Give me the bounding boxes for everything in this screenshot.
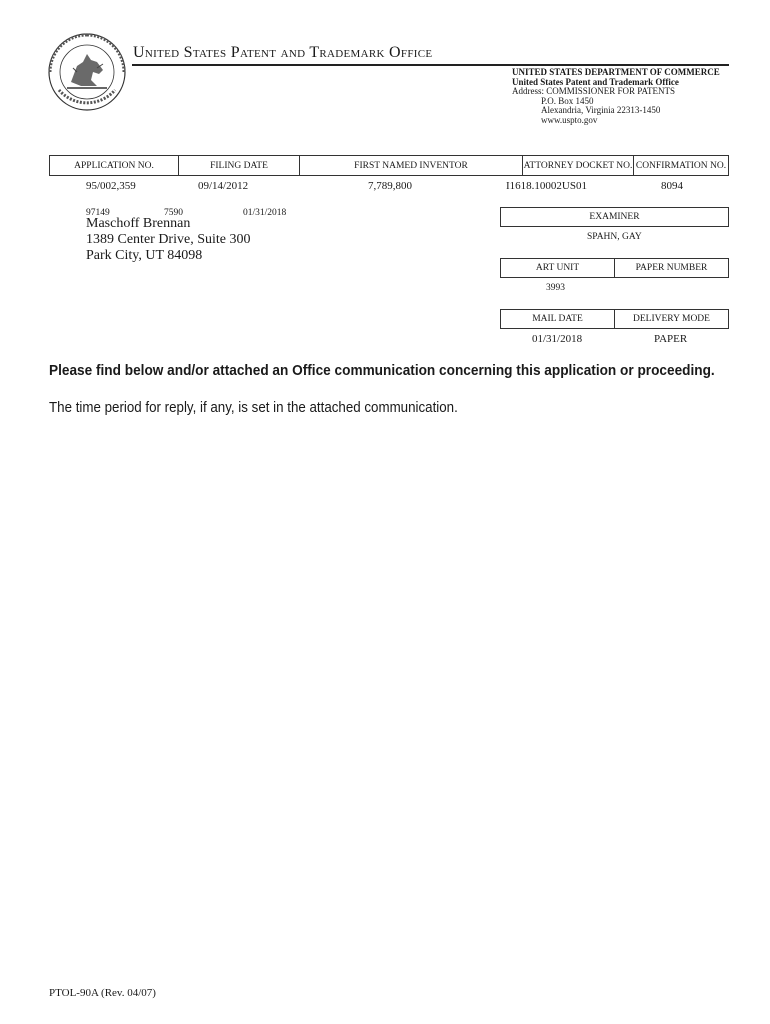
mail-date-value: 01/31/2018 <box>532 333 583 345</box>
correspondent-name: Maschoff Brennan <box>86 216 191 231</box>
office-communication-notice: Please find below and/or attached an Office communication concerning this application or proceeding. <box>49 363 715 379</box>
address-label: Address: <box>512 86 544 96</box>
address-line4: www.uspto.gov <box>541 114 598 125</box>
department-name: UNITED STATES DEPARTMENT OF COMMERCE <box>512 67 720 77</box>
department-address-block <box>512 68 720 125</box>
paper-number-label: PAPER NUMBER <box>635 263 708 273</box>
correspondent-city: Park City, UT 84098 <box>86 248 203 263</box>
art-unit-label: ART UNIT <box>501 259 615 277</box>
filing-date-value: 09/14/2012 <box>198 180 249 192</box>
office-name: United States Patent and Trademark Office <box>512 76 679 87</box>
uspto-seal-logo <box>47 32 127 112</box>
form-identifier: PTOL-90A (Rev. 04/07) <box>49 987 156 999</box>
address-line2: P.O. Box 1450 <box>541 95 594 106</box>
correspondence-code: 7590 <box>164 208 183 218</box>
delivery-mode-value: PAPER <box>654 333 688 345</box>
header-attorney-docket-no: ATTORNEY DOCKET NO. <box>523 156 634 175</box>
application-table-header <box>49 155 729 176</box>
header-filing-date: FILING DATE <box>179 156 300 175</box>
correspondence-date: 01/31/2018 <box>243 208 287 218</box>
correspondent-street: 1389 Center Drive, Suite 300 <box>86 232 251 247</box>
mail-date-header <box>500 309 729 329</box>
header-application-no: APPLICATION NO. <box>50 156 179 175</box>
header-rule <box>132 64 729 66</box>
address-line3: Alexandria, Virginia 22313-1450 <box>541 105 661 115</box>
header-first-named-inventor: FIRST NAMED INVENTOR <box>300 156 523 175</box>
delivery-mode-label: DELIVERY MODE <box>633 314 710 324</box>
office-title: United States Patent and Trademark Office <box>133 44 433 61</box>
reply-period-notice: The time period for reply, if any, is set in the attached communication. <box>49 400 458 416</box>
customer-number: 97149 <box>86 208 110 218</box>
mail-date-label: MAIL DATE <box>501 310 615 328</box>
address-line1: COMMISSIONER FOR PATENTS <box>546 86 675 96</box>
header-confirmation-no: CONFIRMATION NO. <box>635 160 727 171</box>
first-named-inventor-value: 7,789,800 <box>368 180 412 192</box>
art-unit-header <box>500 258 729 278</box>
art-unit-value: 3993 <box>546 283 565 293</box>
examiner-label: EXAMINER <box>589 212 640 222</box>
application-no-value: 95/002,359 <box>86 180 136 192</box>
examiner-name: SPAHN, GAY <box>587 232 642 242</box>
attorney-docket-value: I1618.10002US01 <box>506 180 587 192</box>
confirmation-no-value: 8094 <box>661 180 683 192</box>
examiner-label-box <box>500 207 729 227</box>
